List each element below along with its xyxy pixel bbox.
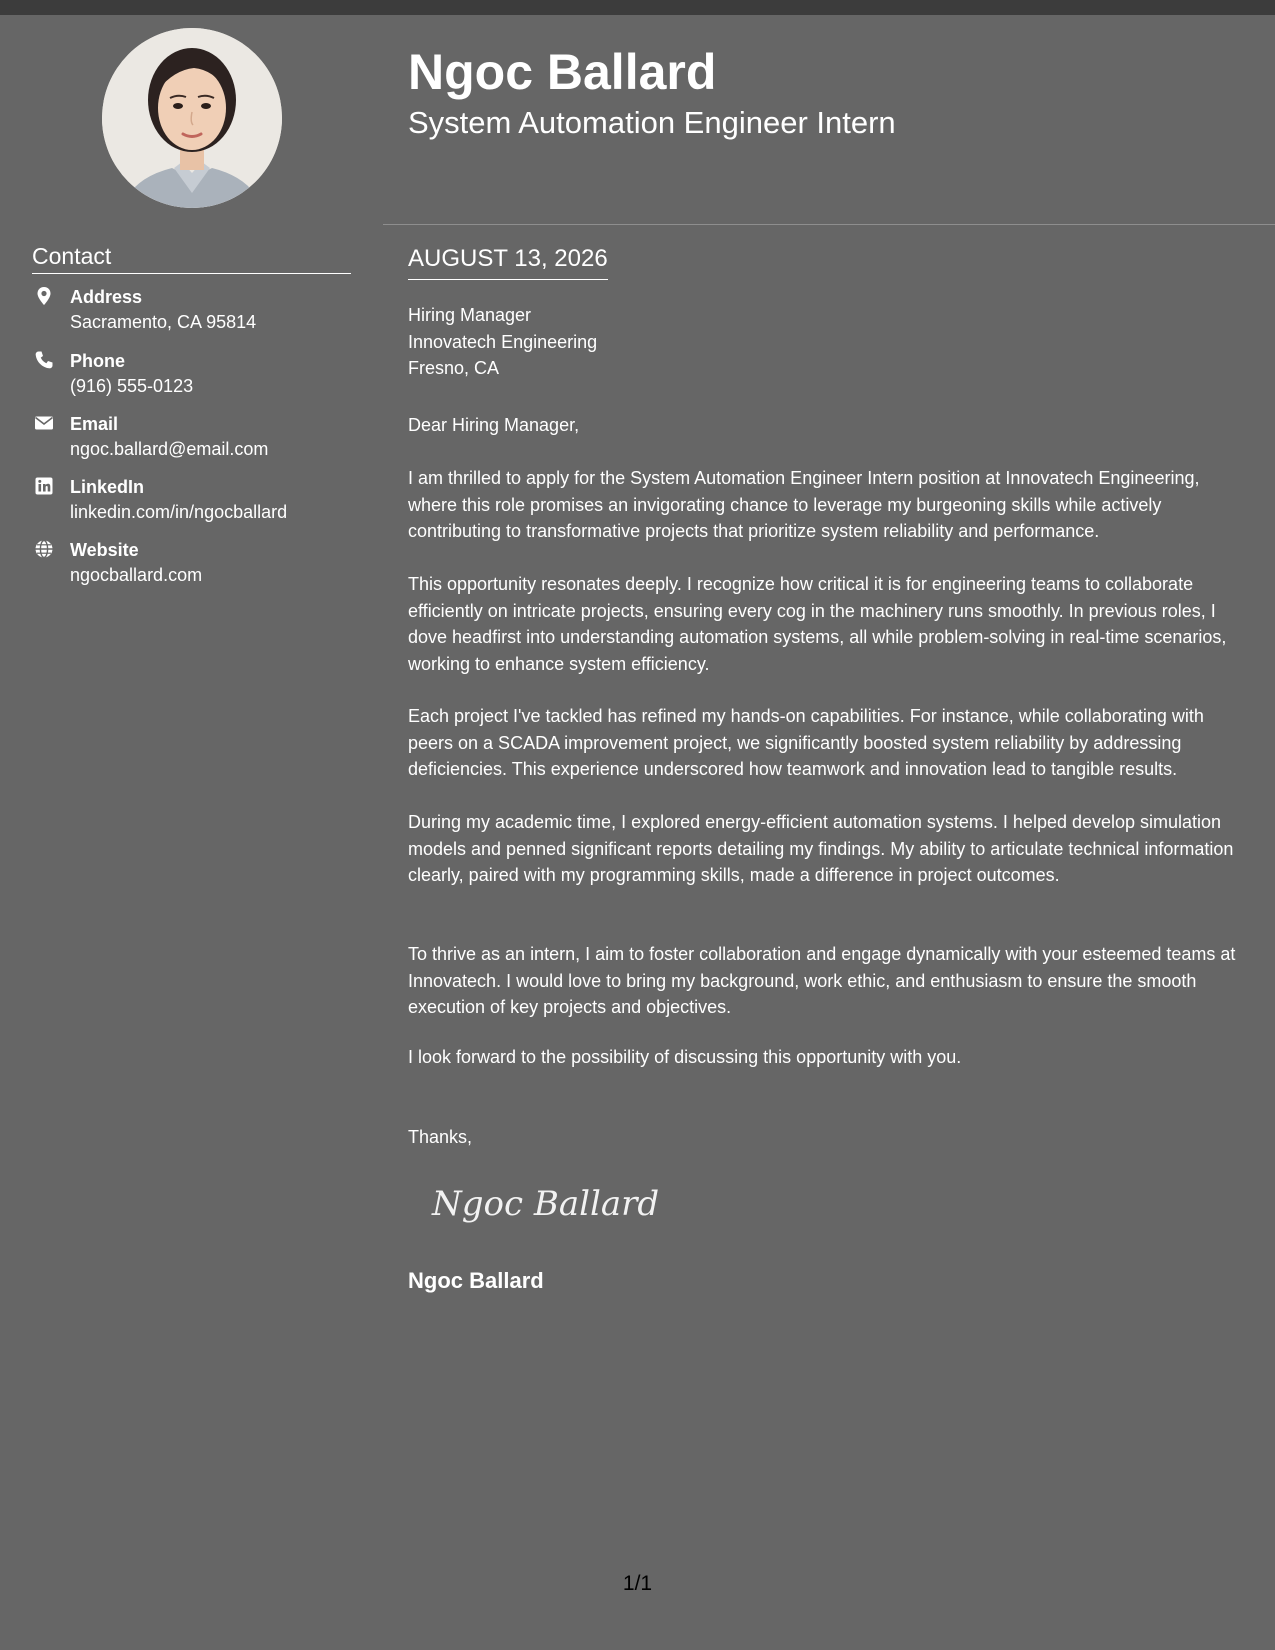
location-pin-icon <box>34 286 54 306</box>
candidate-name: Ngoc Ballard <box>408 44 717 100</box>
header-divider <box>383 224 1275 225</box>
letter-date: AUGUST 13, 2026 <box>408 243 608 280</box>
envelope-icon <box>34 413 54 433</box>
job-title: System Automation Engineer Intern <box>408 105 896 140</box>
signature-image <box>430 1175 660 1235</box>
contact-label-linkedin: LinkedIn <box>70 477 145 497</box>
salutation: Dear Hiring Manager, <box>408 415 580 435</box>
contact-value-linkedin[interactable]: linkedin.com/in/ngocballard <box>70 502 288 522</box>
contact-item-address <box>32 285 362 337</box>
letter-paragraph: This opportunity resonates deeply. I recognize how critical it is for engineering teams to collaborate efficiently on intricate projects, ensuring every cog in the machinery runs smoothly. In previous roles, I dove headfirst into understanding automation systems, all while problem-solving in real-time scenarios, working to enhance system efficiency. <box>408 574 1227 674</box>
page-indicator: 1/1 <box>622 1572 653 1595</box>
letter-paragraph: Each project I've tackled has refined my hands-on capabilities. For instance, while collaborating with peers on a SCADA improvement project, we significantly boosted system reliability by addressing deficiencies. This experience underscored how teamwork and innovation lead to tangible results. <box>408 706 1204 779</box>
contact-heading: Contact <box>32 241 351 274</box>
contact-item-phone <box>32 349 362 401</box>
contact-label-website: Website <box>70 540 139 560</box>
contact-value-address: Sacramento, CA 95814 <box>70 312 257 332</box>
contact-item-website <box>32 538 362 590</box>
top-bar <box>0 0 1275 15</box>
recipient-line: Innovatech Engineering <box>408 331 598 352</box>
recipient-block <box>408 302 597 382</box>
closing: Thanks, <box>408 1127 473 1147</box>
linkedin-icon <box>34 476 54 496</box>
contact-label-address: Address <box>70 287 143 307</box>
contact-item-email <box>32 412 362 464</box>
letter-paragraph: During my academic time, I explored energy-efficient automation systems. I helped develop simulation models and penned significant reports detailing my findings. My ability to articulate technical information clearly, paired with my programming skills, made a difference in project outcomes. <box>408 812 1234 885</box>
sidebar <box>0 15 383 1650</box>
contact-value-email: ngoc.ballard@email.com <box>70 439 269 459</box>
letter-paragraph: To thrive as an intern, I aim to foster collaboration and engage dynamically with your esteemed teams at Innovatech. I would love to bring my background, work ethic, and enthusiasm to ensure the smooth execution of key projects and objectives. <box>408 944 1236 1017</box>
contact-label-phone: Phone <box>70 351 126 371</box>
avatar <box>102 28 282 208</box>
contact-label-email: Email <box>70 414 119 434</box>
recipient-line: Fresno, CA <box>408 358 500 378</box>
phone-icon <box>34 350 54 370</box>
signature-text: Ngoc Ballard <box>432 1184 660 1224</box>
signer-name: Ngoc Ballard <box>408 1268 544 1293</box>
contact-item-linkedin <box>32 475 362 527</box>
contact-value-website[interactable]: ngocballard.com <box>70 565 203 585</box>
letter-paragraph: I am thrilled to apply for the System Automation Engineer Intern position at Innovatech Engineering, where this role promises an invigorating chance to leverage my burgeoning skills while actively contributing to transformative projects that prioritize system reliability and performance. <box>408 468 1200 541</box>
letter-paragraph: I look forward to the possibility of discussing this opportunity with you. <box>408 1047 962 1067</box>
globe-icon <box>34 539 54 559</box>
contact-value-phone: (916) 555-0123 <box>70 376 194 396</box>
recipient-line: Hiring Manager <box>408 305 532 325</box>
